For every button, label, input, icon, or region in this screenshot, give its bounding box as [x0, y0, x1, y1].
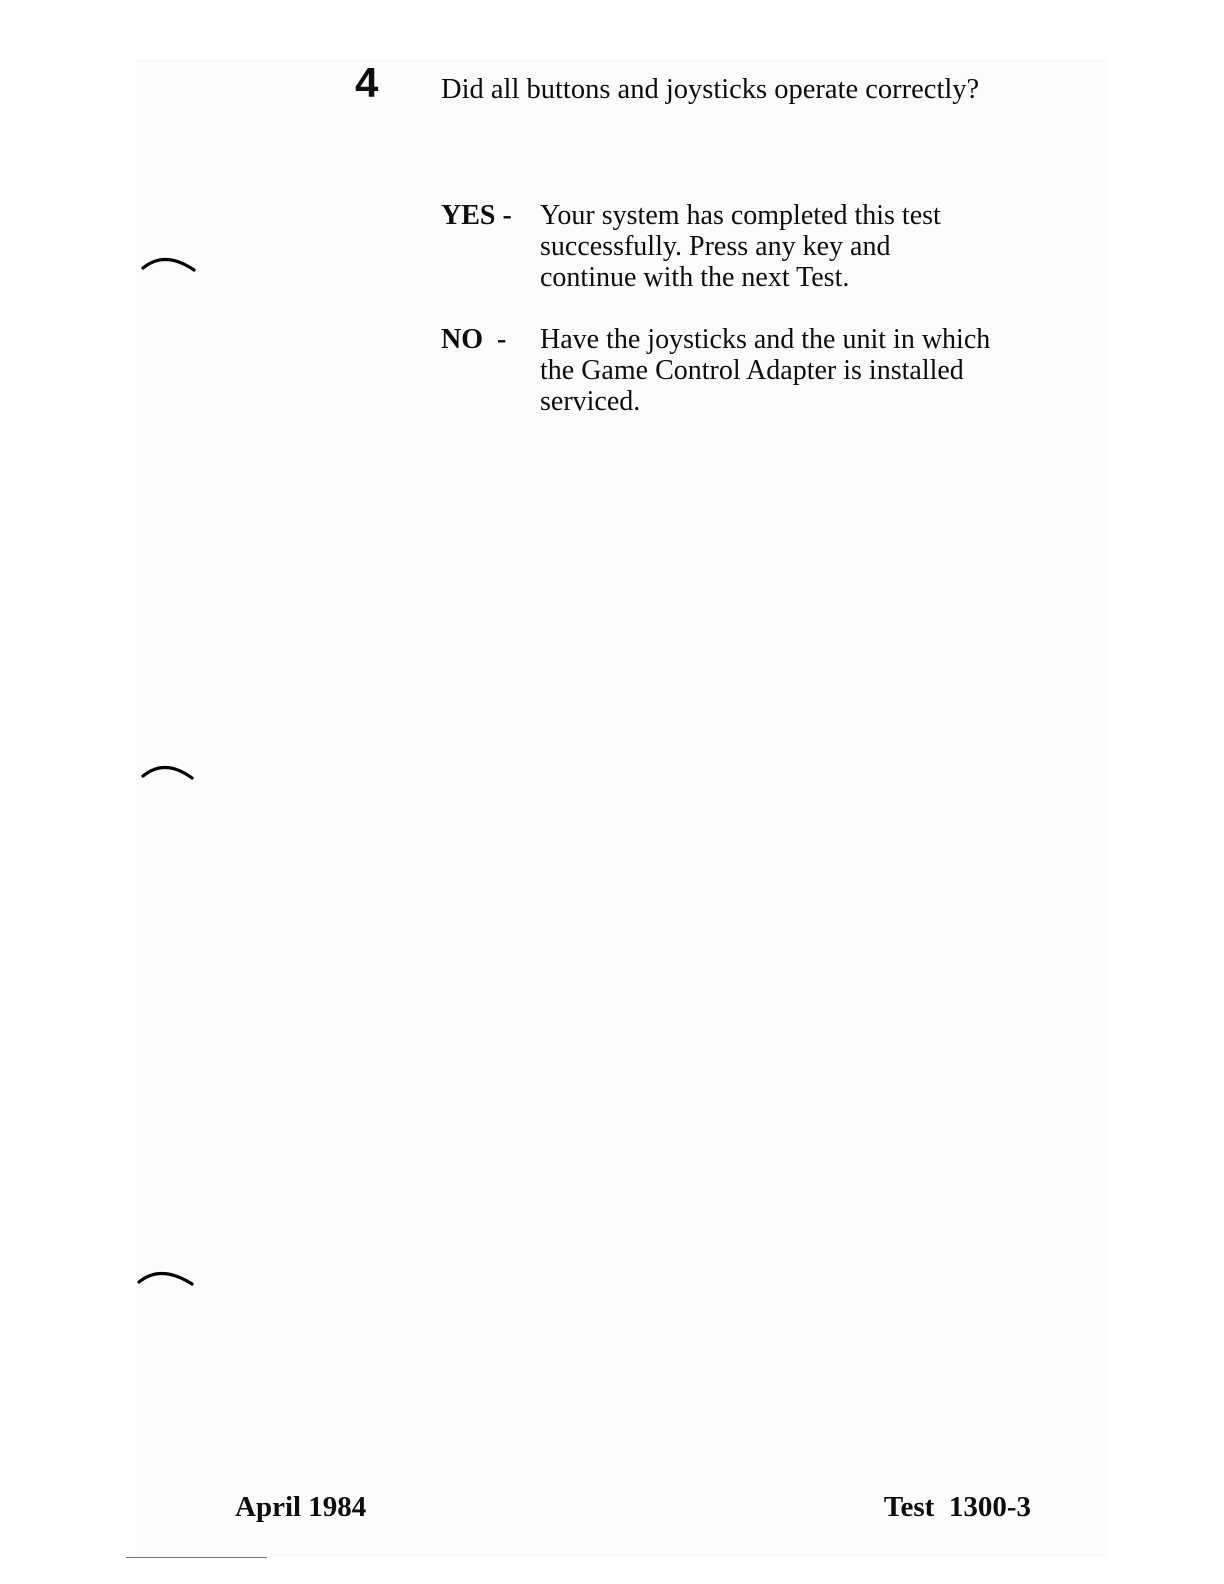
footer-page-number: Test 1300-3: [883, 1491, 1031, 1523]
yes-label: YES -: [441, 200, 512, 231]
binder-hole-arc-icon: [136, 1262, 196, 1292]
yes-instruction: Your system has completed this test successfully. Press any key and continue with the next Test.: [540, 200, 941, 293]
no-instruction: Have the joysticks and the unit in which the Game Control Adapter is installed serviced.: [540, 324, 991, 417]
step-question: Did all buttons and joysticks operate correctly?: [441, 74, 980, 105]
step-number: 4: [355, 59, 379, 106]
footnote-rule: [126, 1557, 267, 1558]
binder-hole-arc-icon: [140, 756, 200, 786]
binder-hole-arc-icon: [140, 248, 200, 278]
no-label: NO -: [441, 324, 507, 355]
footer-date: April 1984: [235, 1491, 367, 1523]
